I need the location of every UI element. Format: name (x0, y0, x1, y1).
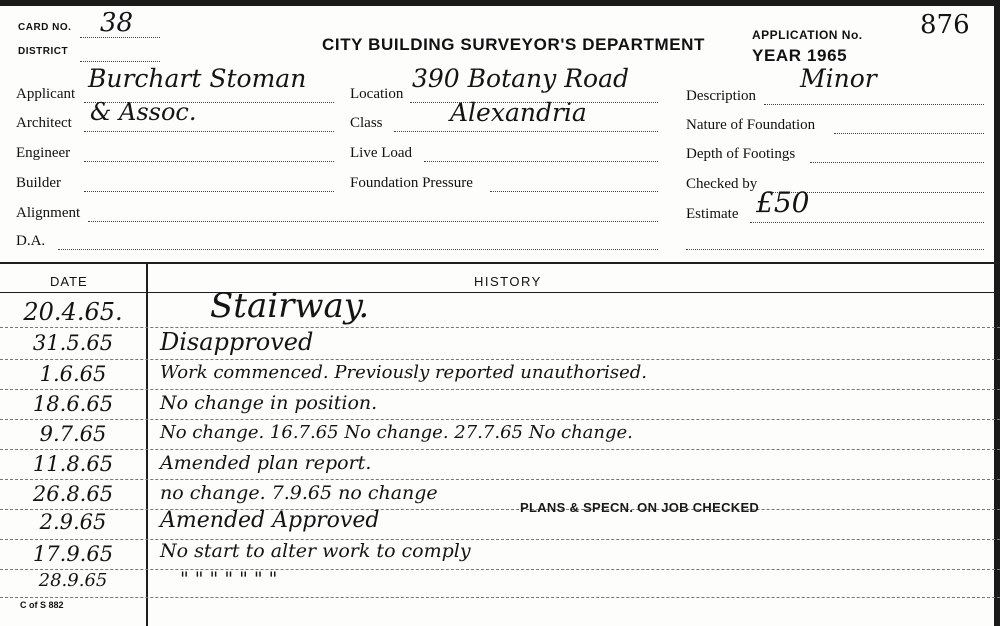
history-entry: Amended Approved (160, 508, 380, 533)
alignment-line (88, 220, 658, 222)
da-label: D.A. (16, 233, 46, 249)
architect-line (84, 130, 334, 132)
location-label: Location (350, 86, 404, 102)
form-code: C of S 882 (20, 600, 64, 610)
card-right-edge (994, 0, 1000, 626)
nature-of-foundation-line (834, 132, 984, 134)
row-rule (0, 479, 1000, 480)
history-date: 26.8.65 (32, 482, 114, 506)
description-value: Minor (800, 64, 877, 93)
history-date: 28.9.65 (38, 570, 108, 591)
history-entry: Amended plan report. (160, 452, 372, 474)
engineer-line (84, 160, 334, 162)
history-date: 31.5.65 (32, 331, 114, 355)
estimate-line (750, 221, 984, 223)
year-label: YEAR 1965 (752, 46, 848, 65)
history-date: 1.6.65 (39, 362, 107, 386)
card-top-edge (0, 0, 1000, 6)
history-date: 17.9.65 (32, 542, 114, 566)
department-title: CITY BUILDING SURVEYOR'S DEPARTMENT (322, 35, 706, 54)
depth-of-footings-line (810, 161, 984, 163)
table-top-rule (0, 262, 1000, 264)
history-entry: No change. 16.7.65 No change. 27.7.65 No change. (160, 422, 633, 443)
history-entry: No change in position. (160, 392, 378, 414)
district-line (80, 60, 160, 62)
alignment-label: Alignment (16, 205, 81, 221)
history-date: 18.6.65 (32, 392, 114, 416)
row-rule (0, 539, 1000, 540)
applicant-label: Applicant (16, 86, 76, 102)
row-rule (0, 419, 1000, 420)
row-rule (0, 389, 1000, 390)
history-entry: no change. 7.9.65 no change (160, 482, 438, 504)
class-label: Class (350, 115, 383, 131)
foundation-pressure-line (490, 190, 658, 192)
applicant-value: Burchart Stoman (88, 64, 307, 93)
history-entry: No start to alter work to comply (160, 540, 471, 562)
row-rule (0, 359, 1000, 360)
card-no-label: CARD NO. (18, 22, 72, 33)
right-blank-line (686, 248, 984, 250)
card-no-value: 38 (100, 8, 134, 38)
live-load-line (424, 160, 658, 162)
district-label: DISTRICT (18, 46, 69, 57)
card-no-line (80, 36, 160, 38)
nature-of-foundation-label: Nature of Foundation (686, 117, 816, 133)
row-rule (0, 569, 1000, 570)
description-label: Description (686, 88, 756, 104)
description-line (764, 103, 984, 105)
plans-checked-stamp: PLANS & SPECN. ON JOB CHECKED (520, 500, 760, 515)
history-date: 2.9.65 (39, 510, 107, 534)
history-entry: " " " " " " " (180, 568, 278, 590)
application-label: APPLICATION No. (752, 28, 863, 42)
row-rule (0, 449, 1000, 450)
depth-of-footings-label: Depth of Footings (686, 146, 796, 162)
da-line (58, 248, 658, 250)
architect-value: & Assoc. (90, 98, 197, 126)
location-value: 390 Botany Road (412, 64, 629, 93)
checked-by-label: Checked by (686, 176, 758, 192)
class-line (394, 130, 658, 132)
live-load-label: Live Load (350, 145, 413, 161)
date-column-header: DATE (50, 274, 88, 289)
application-number: 876 (920, 10, 970, 40)
history-column-header: HISTORY (474, 274, 542, 289)
engineer-label: Engineer (16, 145, 71, 161)
row-rule (0, 509, 1000, 510)
builder-label: Builder (16, 175, 61, 191)
estimate-value: £50 (756, 186, 810, 219)
history-entry: Work commenced. Previously reported unauthorised. (160, 362, 647, 383)
builder-line (84, 190, 334, 192)
history-date: 9.7.65 (39, 422, 107, 446)
row-rule (0, 327, 1000, 328)
class-value: Alexandria (450, 98, 587, 127)
history-entry: Disapproved (160, 328, 314, 356)
history-date: 11.8.65 (32, 452, 114, 476)
estimate-label: Estimate (686, 206, 739, 222)
architect-label: Architect (16, 115, 72, 131)
history-date: 20.4.65. (23, 298, 123, 326)
row-rule (0, 597, 1000, 598)
history-entry: Stairway. (210, 286, 370, 326)
foundation-pressure-label: Foundation Pressure (350, 175, 473, 191)
date-column-divider (146, 264, 148, 626)
table-header-rule (0, 292, 1000, 293)
